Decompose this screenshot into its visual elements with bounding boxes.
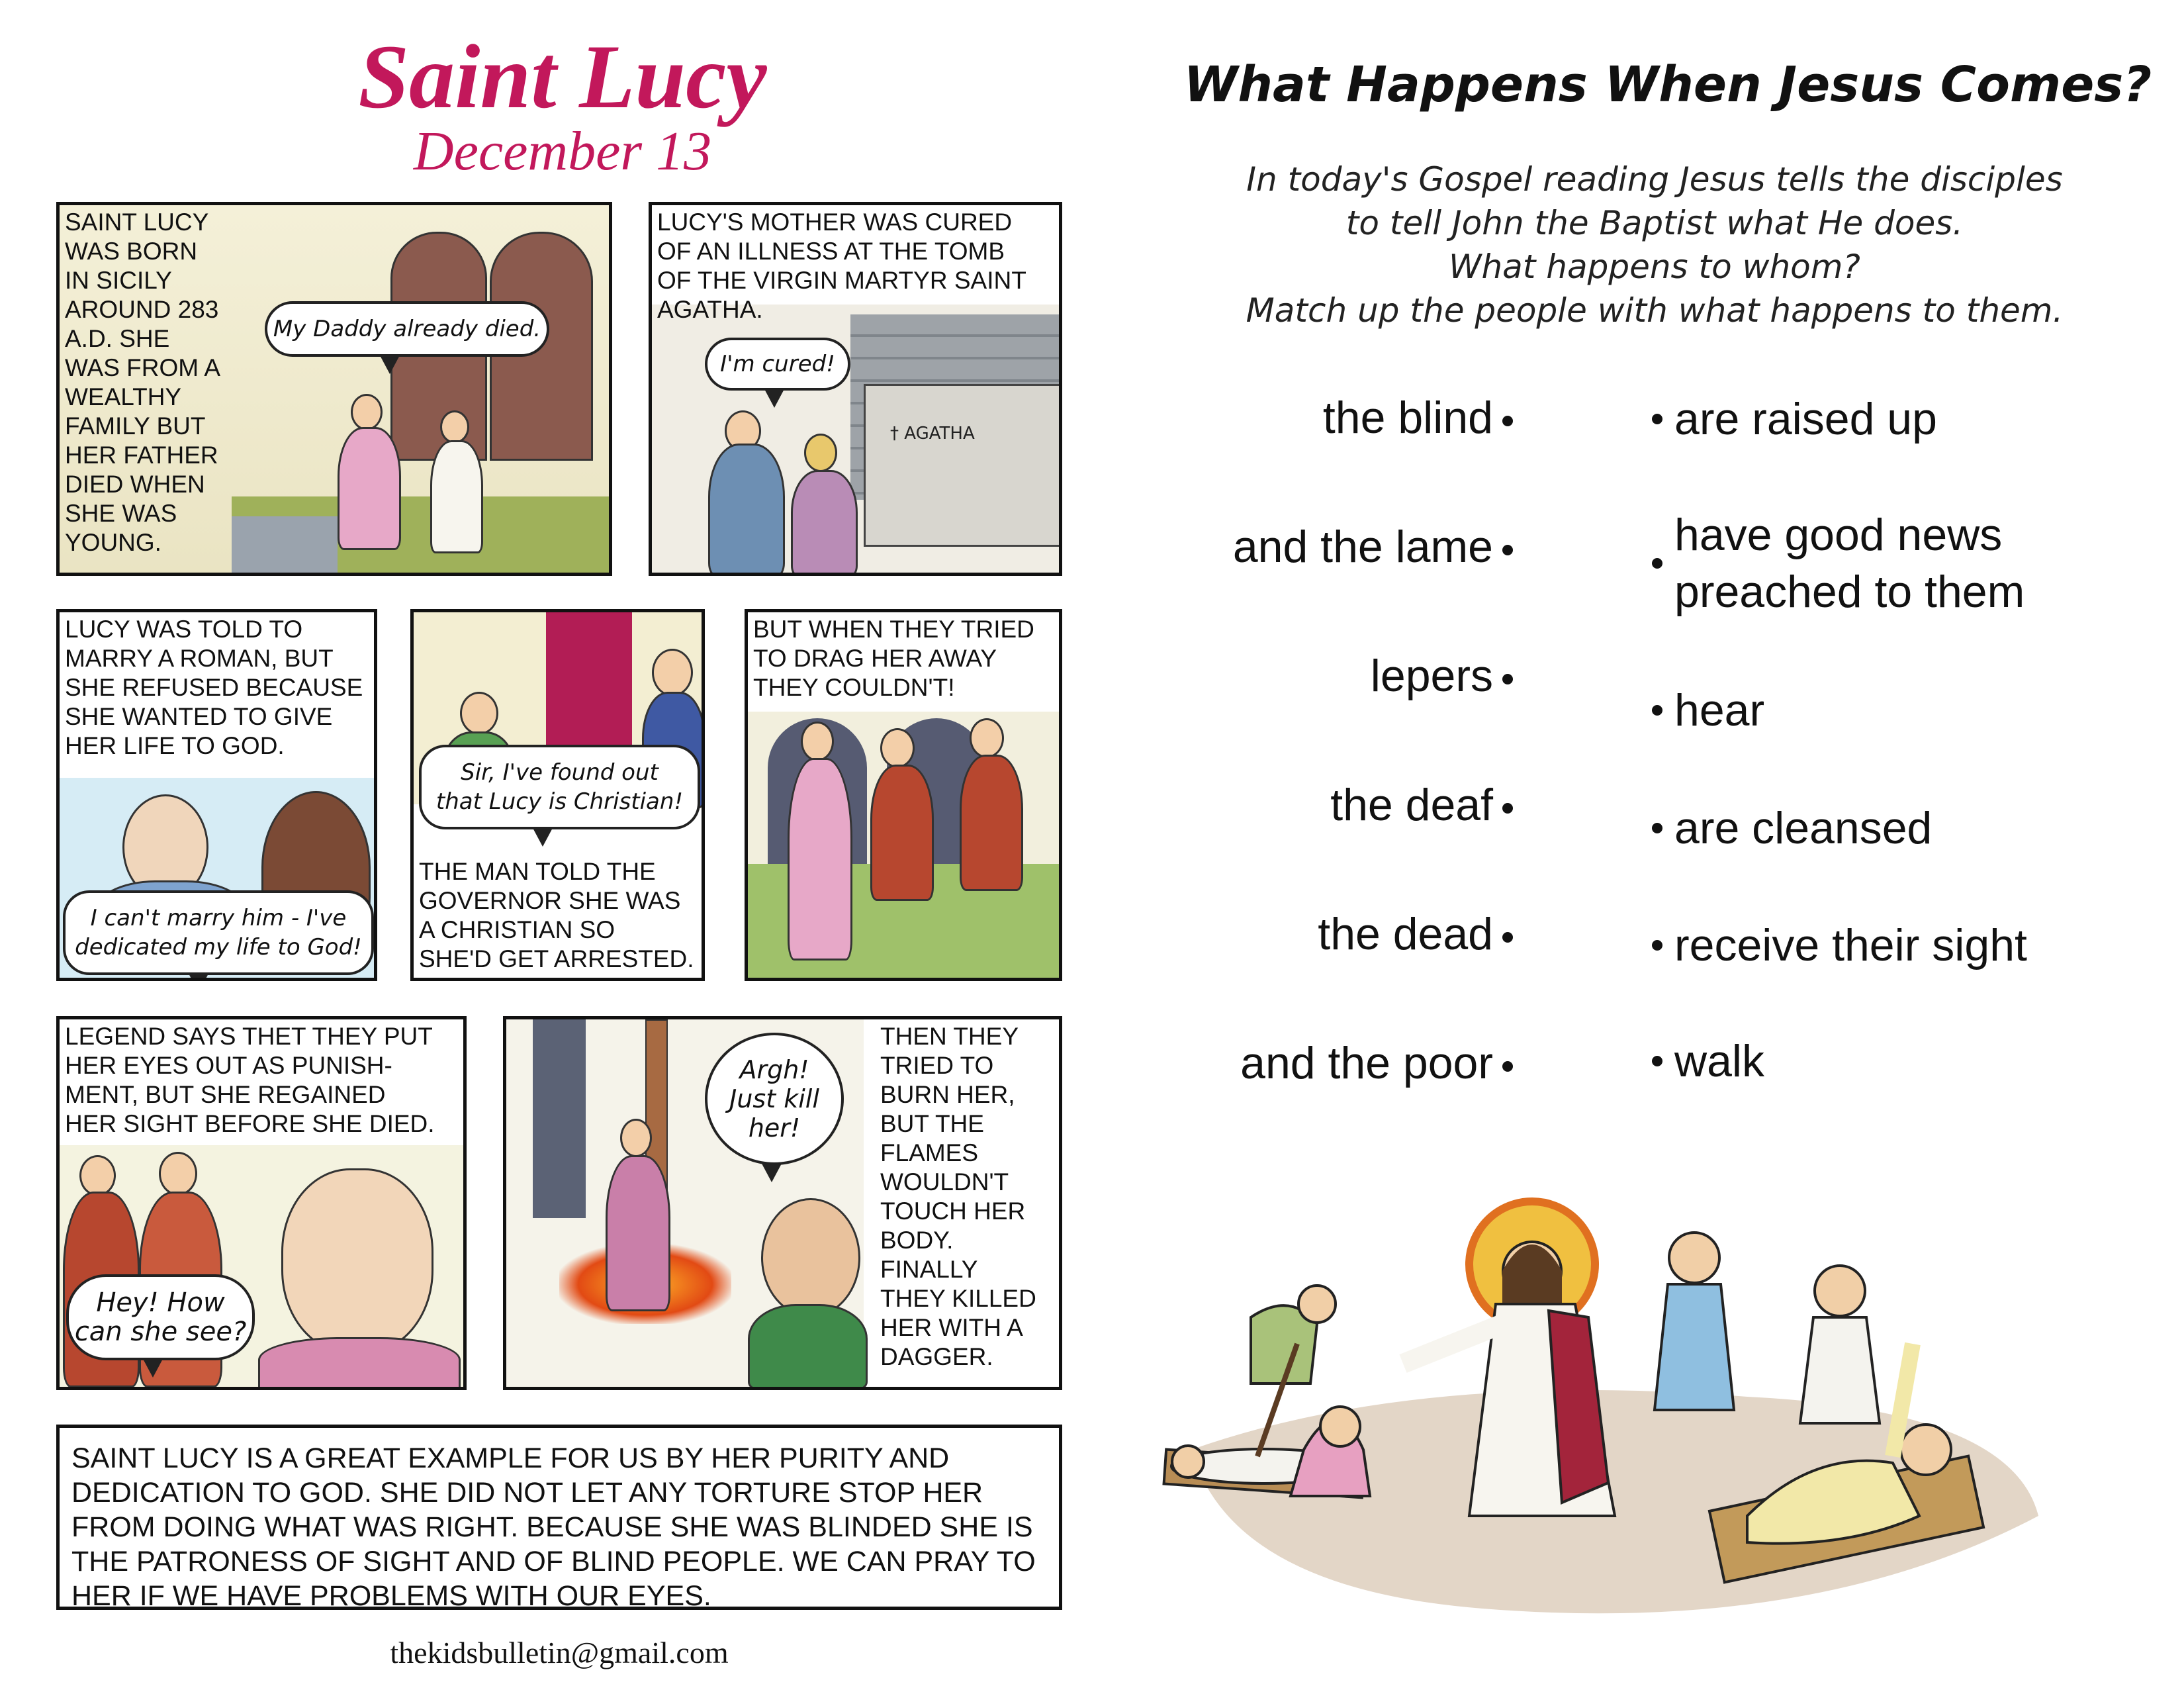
soldier-head: [79, 1155, 116, 1196]
mother-cured-figure: [708, 444, 785, 576]
outcome-label: have good news preached to them: [1674, 510, 2025, 617]
lucy-shoulders: [258, 1337, 461, 1390]
deaf-child-head: [1669, 1233, 1719, 1283]
match-outcome-item[interactable]: [1674, 800, 2138, 857]
match-dot[interactable]: [1652, 1056, 1662, 1066]
stone-path: [232, 516, 338, 573]
agatha-tomb: [864, 384, 1062, 547]
walking-boy-head: [1815, 1266, 1865, 1316]
match-outcome-item[interactable]: [1674, 506, 2138, 620]
governor-head: [761, 1198, 860, 1317]
summary-box: SAINT LUCY IS A GREAT EXAMPLE FOR US BY HER PURITY AND DEDICATION TO GOD. SHE DID NOT LET ANY TORTURE STOP HER FROM DOING WHAT WAS RIGHT. BECAUSE SHE WAS BLINDED SHE IS THE PATRONESS OF SIGHT AND OF BLIND PEOPLE. WE CAN PRAY TO HER IF WE HAVE PROBLEMS WITH OUR EYES.: [56, 1425, 1062, 1610]
match-dot[interactable]: [1502, 803, 1513, 814]
person-label: lepers: [1370, 651, 1493, 701]
lucy-head: [351, 394, 383, 430]
instruction-line: to tell John the Baptist what He does.: [1345, 204, 1964, 242]
comic-panel-6: [56, 1016, 467, 1390]
match-person-item[interactable]: [1059, 521, 1522, 573]
walking-boy-body: [1800, 1317, 1880, 1423]
match-outcome-item[interactable]: [1674, 1033, 2138, 1090]
match-dot[interactable]: [1652, 823, 1662, 833]
servant-head: [460, 692, 498, 735]
outcome-label: are raised up: [1674, 394, 1937, 444]
match-person-item[interactable]: [1059, 779, 1522, 831]
instruction-line: In today's Gospel reading Jesus tells the disciples: [1246, 160, 2063, 199]
soldier-head: [159, 1152, 197, 1196]
lucy-head: [620, 1119, 652, 1157]
match-person-item[interactable]: [1059, 392, 1522, 444]
stone-column: [533, 1019, 586, 1218]
match-person-item[interactable]: [1059, 1037, 1522, 1089]
deaf-child-body: [1655, 1284, 1734, 1410]
match-person-item[interactable]: [1059, 908, 1522, 960]
soldier-head: [970, 718, 1004, 758]
match-dot[interactable]: [1502, 416, 1513, 426]
match-outcome-item[interactable]: [1674, 391, 2138, 447]
activity-instructions: [1178, 158, 2131, 332]
soldier-head: [880, 728, 915, 768]
match-dot[interactable]: [1652, 414, 1662, 424]
lucy-figure: [606, 1155, 670, 1311]
soldier-figure: [960, 755, 1023, 891]
panel-6-speech-bubble: Hey! How can she see?: [66, 1274, 255, 1360]
panel-7-caption: THEN THEY TRIED TO BURN HER, BUT THE FLAMES WOULDN'T TOUCH HER BODY. FINALLY THEY KILLED HER WITH A DAGGER.: [880, 1023, 1036, 1370]
kneeling-woman-head: [1320, 1407, 1360, 1446]
outcome-label: hear: [1674, 685, 1765, 735]
match-dot[interactable]: [1502, 545, 1513, 555]
lucy-head: [281, 1168, 433, 1354]
soldier-figure: [870, 765, 934, 901]
panel-4-speech-bubble: Sir, I've found out that Lucy is Christian!: [419, 745, 700, 829]
jesus-healing-illustration: [1152, 1172, 2078, 1635]
lucy-figure: [338, 427, 401, 550]
panel-1-speech-bubble: My Daddy already died.: [265, 301, 549, 357]
outcome-label: are cleansed: [1674, 803, 1933, 853]
panel-4-caption: THE MAN TOLD THE GOVERNOR SHE WAS A CHRISTIAN SO SHE'D GET ARRESTED.: [419, 858, 694, 972]
tomb-inscription: † AGATHA: [890, 424, 975, 444]
dead-man-head: [1172, 1446, 1204, 1477]
comic-panel-7: [503, 1016, 1062, 1390]
jesus-arm: [1403, 1324, 1502, 1364]
match-dot[interactable]: [1652, 705, 1662, 716]
comic-panel-5: [745, 609, 1062, 981]
old-man-head: [1298, 1286, 1336, 1323]
person-label: and the poor: [1240, 1038, 1493, 1088]
match-dot[interactable]: [1502, 674, 1513, 684]
lucy-head: [801, 722, 834, 761]
match-outcome-item[interactable]: [1674, 917, 2138, 974]
comic-panel-1: [56, 202, 612, 576]
panel-2-speech-bubble: I'm cured!: [705, 338, 850, 391]
match-dot[interactable]: [1502, 1061, 1513, 1072]
panel-1-caption: SAINT LUCY WAS BORN IN SICILY AROUND 283 A.D. SHE WAS FROM A WEALTHY FAMILY BUT HER FATHER DIED WHEN SHE WAS YOUNG.: [65, 209, 221, 556]
activity-title: What Happens When Jesus Comes?: [1183, 56, 2152, 113]
person-label: the dead: [1318, 909, 1493, 959]
panel-6-caption: LEGEND SAYS THET THEY PUT HER EYES OUT AS PUNISH- MENT, BUT SHE REGAINED HER SIGHT BEFORE SHE DIED.: [65, 1023, 435, 1137]
panel-2-caption: LUCY'S MOTHER WAS CURED OF AN ILLNESS AT THE TOMB OF THE VIRGIN MARTYR SAINT AGATHA.: [657, 209, 1026, 323]
person-label: and the lame: [1232, 522, 1493, 572]
panel-3-speech-bubble: I can't marry him - I've dedicated my life to God!: [63, 890, 374, 975]
match-outcome-item[interactable]: [1674, 682, 2138, 739]
feast-date: December 13: [413, 120, 712, 182]
governor-shoulders: [748, 1304, 868, 1390]
raised-woman-head: [1901, 1425, 1951, 1475]
lucy-figure: [791, 470, 858, 576]
match-person-item[interactable]: [1059, 650, 1522, 702]
comic-panel-2: [649, 202, 1062, 576]
match-dot[interactable]: [1502, 932, 1513, 943]
instruction-line: What happens to whom?: [1449, 248, 1860, 286]
lucy-head: [804, 434, 837, 472]
instruction-line: Match up the people with what happens to them.: [1246, 291, 2064, 330]
match-dot[interactable]: [1652, 940, 1662, 951]
match-dot[interactable]: [1652, 558, 1662, 569]
person-label: the deaf: [1330, 780, 1493, 830]
panel-3-caption: LUCY WAS TOLD TO MARRY A ROMAN, BUT SHE REFUSED BECAUSE SHE WANTED TO GIVE HER LIFE TO GOD.: [65, 616, 363, 759]
panel-5-caption: BUT WHEN THEY TRIED TO DRAG HER AWAY THEY COULDN'T!: [753, 616, 1034, 701]
outcome-label: receive their sight: [1674, 920, 2027, 970]
outcome-label: walk: [1674, 1036, 1765, 1086]
person-label: the blind: [1322, 393, 1493, 443]
lucy-figure: [788, 758, 852, 961]
governor-head: [652, 649, 693, 696]
mother-figure: [430, 440, 483, 553]
page-title: Saint Lucy: [358, 26, 767, 127]
comic-panel-4: [410, 609, 705, 981]
comic-panel-3: [56, 609, 377, 981]
contact-email: thekidsbulletin@gmail.com: [390, 1636, 729, 1669]
mother-head: [440, 410, 469, 444]
panel-7-speech-bubble: Argh! Just kill her!: [705, 1033, 844, 1165]
